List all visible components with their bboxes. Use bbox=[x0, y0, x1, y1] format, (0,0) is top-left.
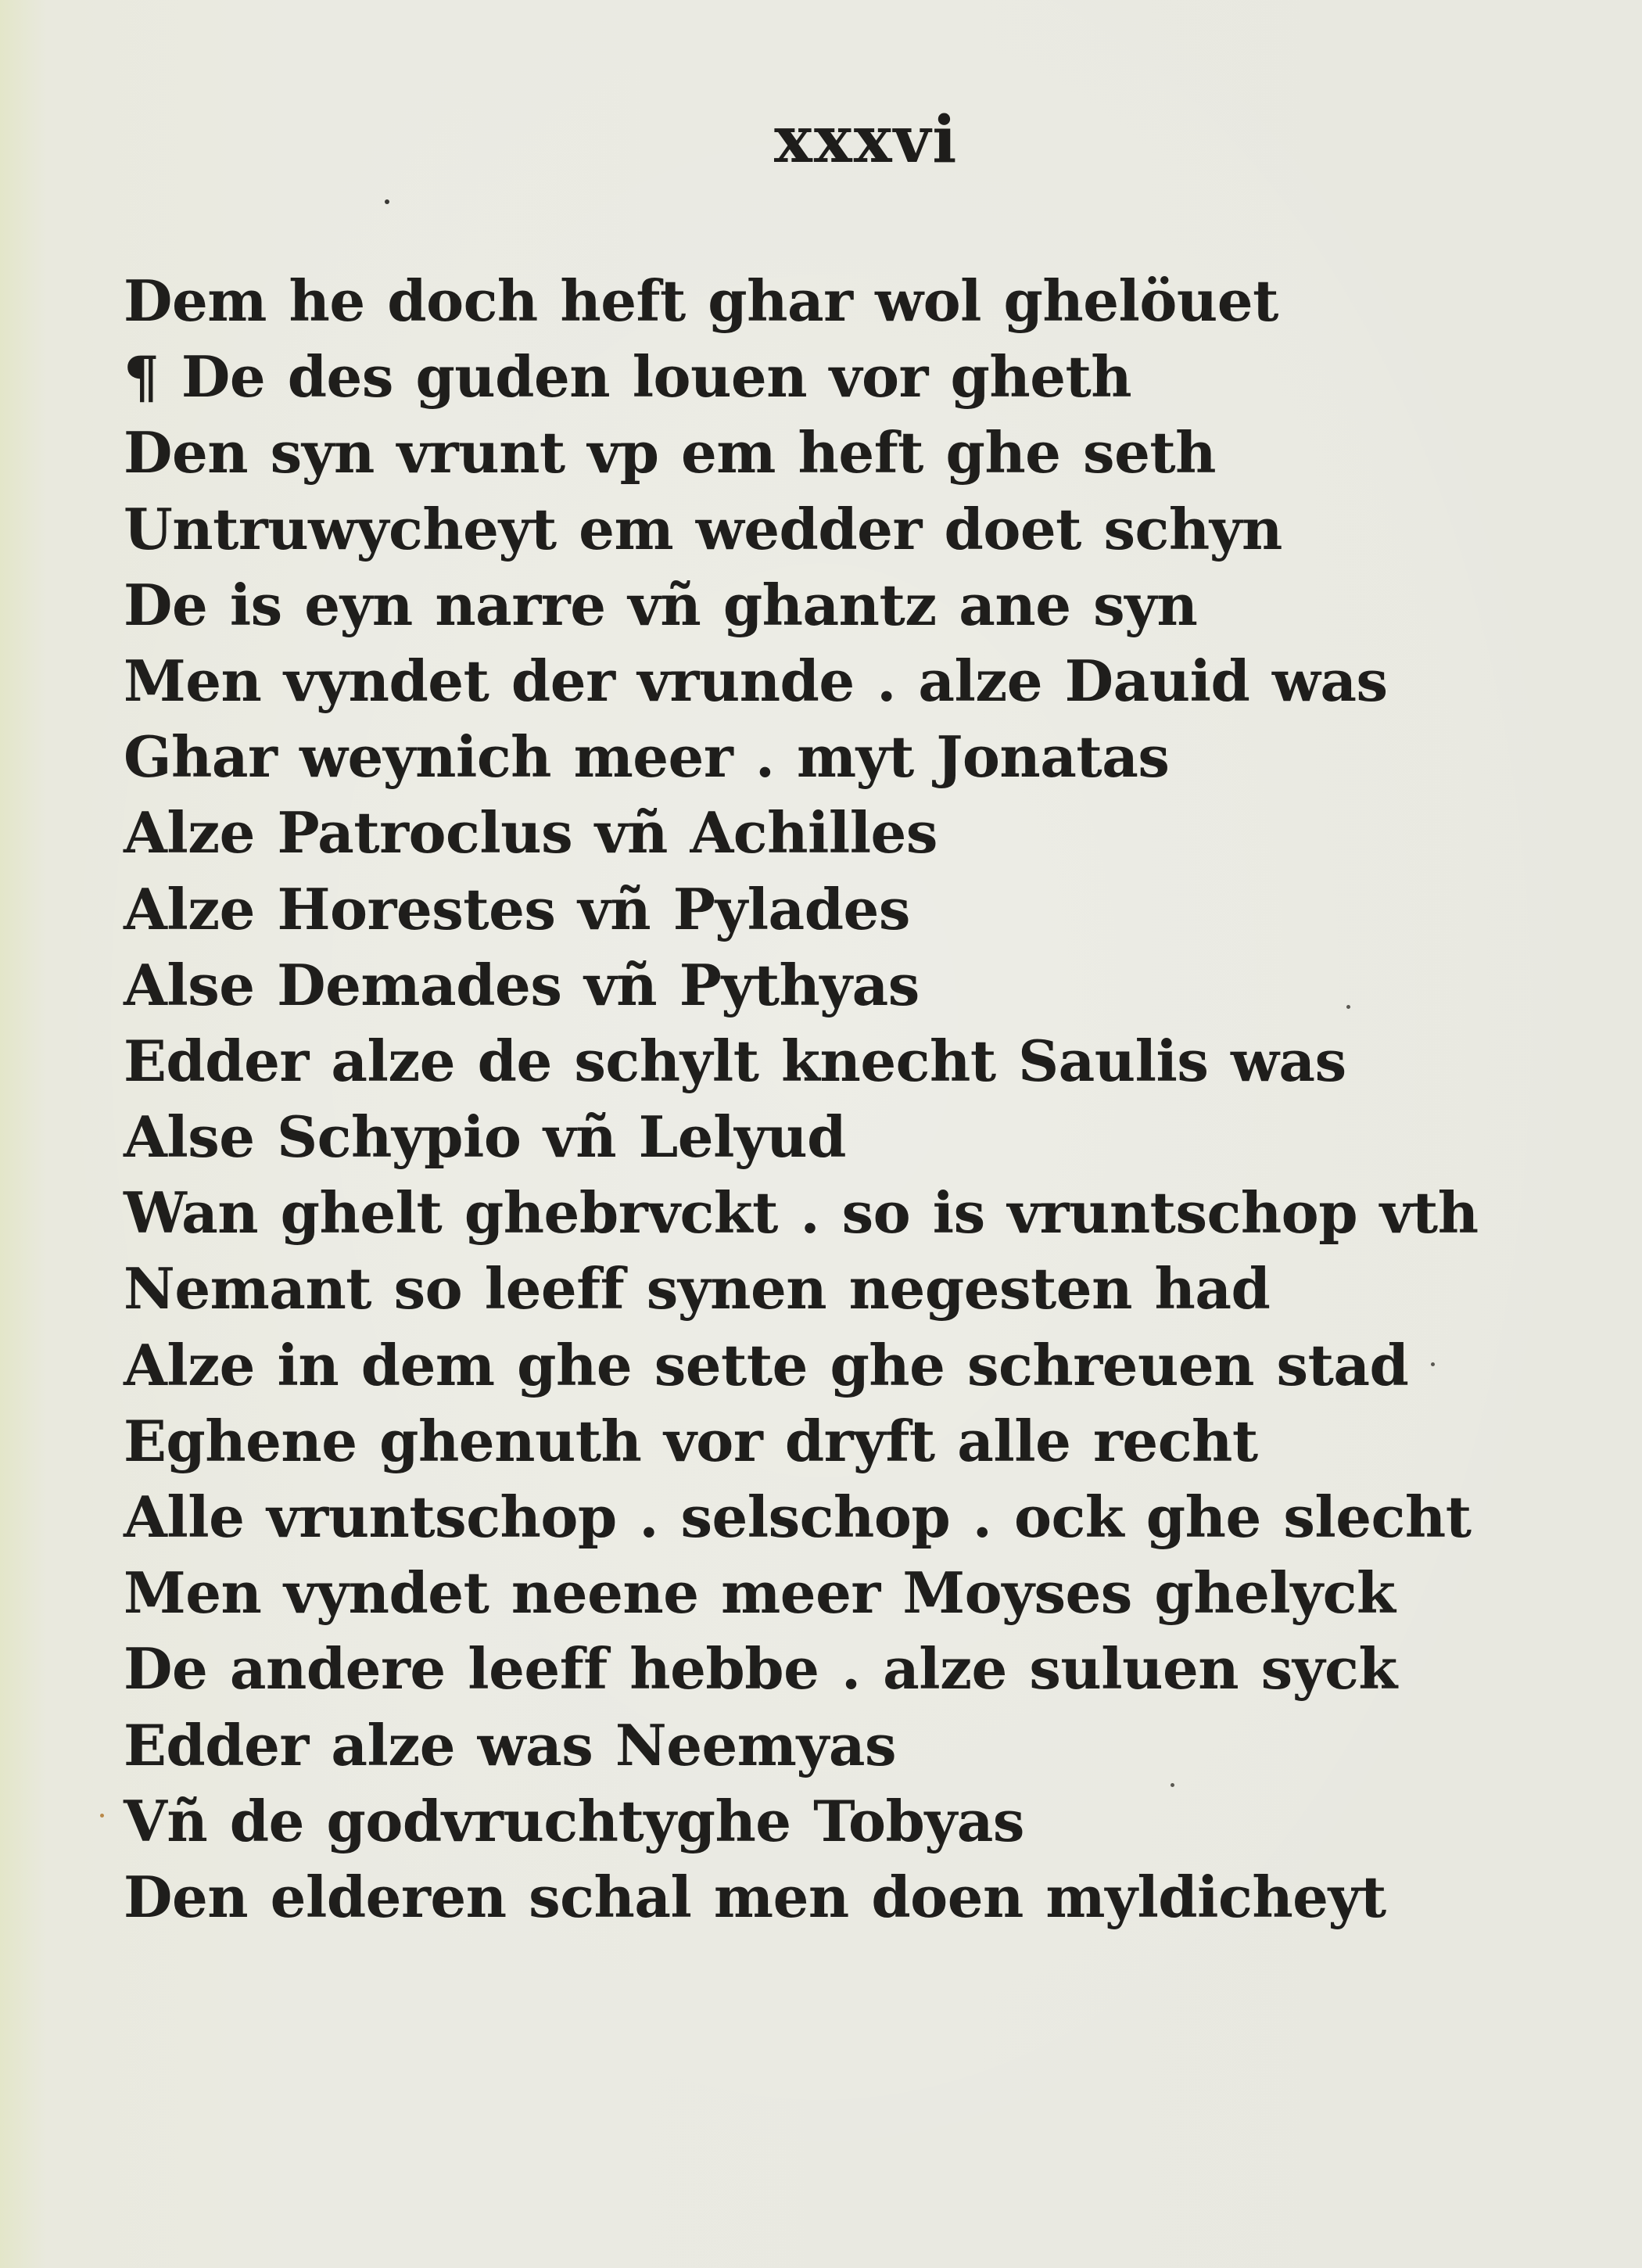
ink-speck bbox=[1346, 1005, 1350, 1009]
ink-speck bbox=[1171, 1783, 1174, 1787]
verse-line: Men vyndet neene meer Moyses ghelyck bbox=[124, 1559, 1396, 1627]
verse-line: Alze in dem ghe sette ghe schreuen stad bbox=[124, 1331, 1409, 1398]
verse-line: Edder alze de schylt knecht Saulis was bbox=[124, 1027, 1346, 1094]
ink-speck bbox=[1431, 1362, 1435, 1366]
verse-line: Ghar weynich meer . myt Jonatas bbox=[124, 723, 1170, 791]
ink-speck bbox=[100, 1814, 104, 1818]
ink-speck bbox=[385, 199, 389, 204]
verse-line: Edder alze was Neemyas bbox=[124, 1711, 897, 1778]
verse-line: De is eyn narre vñ ghantz ane syn bbox=[124, 571, 1198, 638]
verse-line: Den syn vrunt vp em heft ghe seth bbox=[124, 419, 1217, 486]
verse-line: Men vyndet der vrunde . alze Dauid was bbox=[124, 647, 1388, 714]
verse-line: Vñ de godvruchtyghe Tobyas bbox=[124, 1787, 1024, 1854]
verse-line: ¶ De des guden louen vor gheth bbox=[124, 343, 1132, 411]
verse-line: Eghene ghenuth vor dryft alle recht bbox=[124, 1407, 1258, 1474]
verse-line: Alle vruntschop . selschop . ock ghe slecht bbox=[124, 1484, 1472, 1550]
verse-line: Untruwycheyt em wedder doet schyn bbox=[124, 495, 1282, 562]
verse-line: Alse Demades vñ Pythyas bbox=[124, 951, 920, 1018]
verse-line: Alze Patroclus vñ Achilles bbox=[124, 799, 938, 867]
verse-line: Wan ghelt ghebrvckt . so is vruntschop vth bbox=[124, 1179, 1479, 1247]
verse-line: Alze Horestes vñ Pylades bbox=[124, 875, 910, 942]
verse-line: De andere leeff hebbe . alze suluen syck bbox=[124, 1635, 1397, 1703]
folio-number: xxxvi bbox=[774, 102, 959, 178]
verse-block bbox=[124, 263, 1609, 1935]
verse-line: Dem he doch heft ghar wol ghelöuet bbox=[124, 267, 1278, 334]
verse-line: Alse Schypio vñ Lelyud bbox=[124, 1103, 846, 1171]
verse-line: Nemant so leeff synen negesten had bbox=[124, 1255, 1271, 1322]
verse-line: Den elderen schal men doen myldicheyt bbox=[124, 1863, 1386, 1930]
